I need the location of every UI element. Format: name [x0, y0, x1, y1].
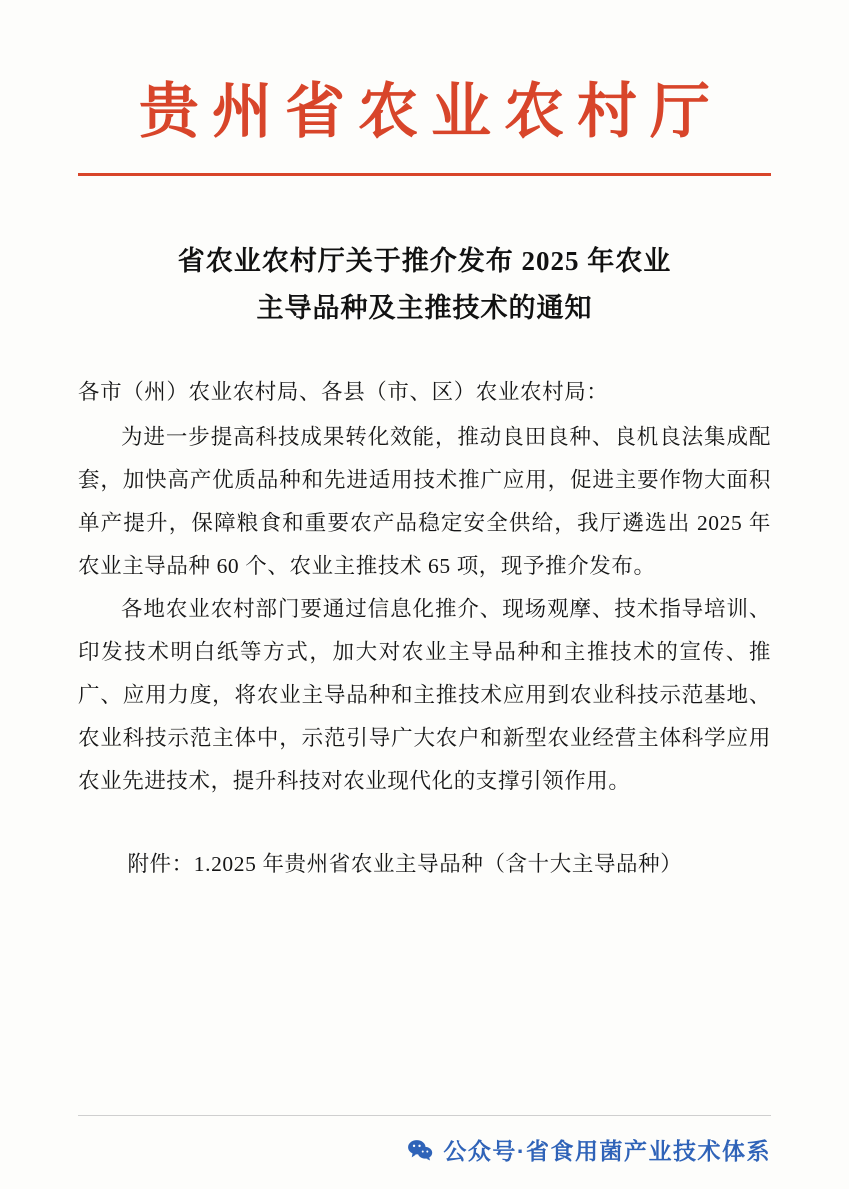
page-title: [78, 238, 771, 333]
page-title-line-2: 主导品种及主推技术的通知: [256, 293, 593, 324]
letterhead-organization: 贵州省农业农村厅: [139, 79, 723, 145]
document-body: [78, 371, 771, 886]
footer-watermark: [407, 1133, 771, 1166]
body-paragraph-1: 为进一步提高科技成果转化效能，推动良田良种、良机良法集成配套，加快高产优质品种和先进适用技术推广应用，促进主要作物大面积单产提升，保障粮食和重要农产品稳定安全供给，我厅遴选出 2025 年农业主导品种 60 个、农业主推技术 65 项，现予推介发布。: [78, 424, 771, 578]
footer-divider: [78, 1115, 771, 1116]
page-footer: [0, 1101, 849, 1189]
letterhead-divider: [78, 173, 771, 176]
salutation: 各市（州）农业农村局、各县（市、区）农业农村局：: [78, 379, 609, 404]
body-paragraph-2: 各地农业农村部门要通过信息化推介、现场观摩、技术指导培训、印发技术明白纸等方式，加大对农业主导品种和主推技术的宣传、推广、应用力度，将农业主导品种和主推技术应用到农业科技示范基地、农业科技示范主体中，示范引导广大农户和新型农业经营主体科学应用农业先进技术，提升科技对农业现代化的支撑引领作用。: [78, 596, 771, 793]
letterhead: [78, 0, 771, 176]
footer-watermark-text: 公众号·省食用菌产业技术体系: [443, 1138, 771, 1164]
attachment-line: 附件：1.2025 年贵州省农业主导品种（含十大主导品种）: [127, 851, 683, 876]
wechat-icon: [407, 1139, 433, 1161]
page-title-line-1: 省农业农村厅关于推介发布 2025 年农业: [177, 246, 672, 276]
